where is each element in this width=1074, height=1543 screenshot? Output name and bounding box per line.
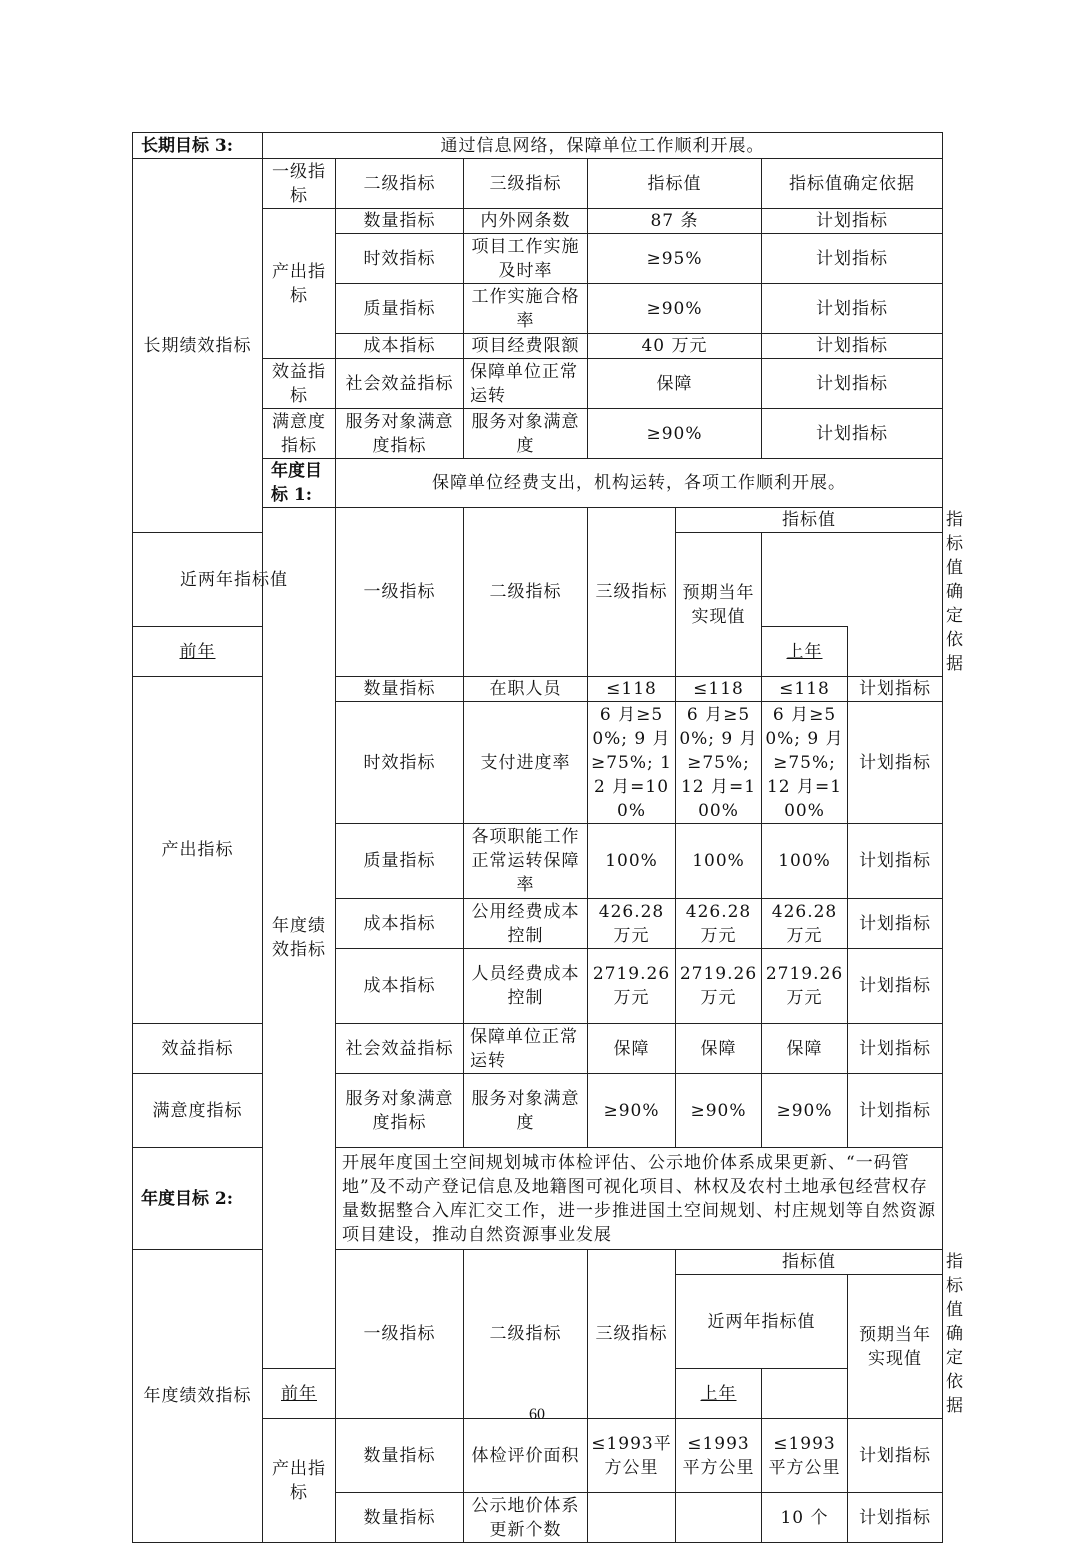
level3-cell: 在职人员 [464,677,588,702]
expected-value-cell: 2719.26 万元 [762,949,848,1024]
header-year-before-last: 前年 [133,627,263,677]
last-value-cell: 保障 [676,1024,762,1074]
header-level2: 二级指标 [464,1250,588,1419]
performance-table: 长期目标 3: 通过信息网络，保障单位工作顺利开展。 长期绩效指标 一级指标 二级指标 三级指标 指标值 指标值确定依据 产出指标 数量指标 内外网条数 87 条 计划指标 时效指标 项目工作实施及时率 ≥95% 计划指标 质量指标 工作实施合格率 ≥90% 计划指标 成本指标 项目经费限额 40 万元 计划指标 效益指标 社会效益指标 保障单位正常运转 保障 计划指标 满意度指标 服务对象满意度指标 服务对象满意度 ≥90% 计划指标 年度目标 1: 保障单位经费支出，机构运转，各项工作顺利开展。 年度绩效指标 一级指标 二级指标 三级指标 指标值 指标值确定依据 近两年指标值 预期当年实现值 前年 上年 产出指标 数量指标 在职人员 ≤118 ≤118 ≤118 计划指标 时效指标 支付进度率 6 月≥50%; 9 月≥75%; 12 月=100% 6 月≥50%; 9 月≥75%; 12 月=100% 6 月≥50%; 9 月≥75%; 12 月=100% 计划指标 质量指标 各项职能工作正常运转保障率 100% 100% 100% 计划指标 成本指标 公用经费成本控制 426.28 万元 426.28 万元 426.28 万元 计划指标 成本指标 人员经费成本控制 2719.26 万元 2719.26 万元 2719.26 万元 计划指标 效益指标 社会效益指标 保障单位正常运转 保障 保障 保障 计划指标 满意度指标 服务对象满意度指标 服务对象满意度 ≥90% ≥90% ≥90% 计划指标 年度目标 2: 开展年度国土空间规划城市体检评估、公示地价体系成果更新、“一码管地”及不动产登记信息及地籍图可视化项目、林权及农村土地承包经营权存量数据整合入库汇交工作，进一步推进国土空间规划、村庄规划等自然资源项目建设，推动自然资源事业发展 年度绩效指标 一级指标 二级指标 三级指标 指标值 指标值确定依据 近两年指标值 预期当年实现值 前年 上年 产出指标 数量指标 体检评价面积 ≤1993平方公里 ≤1993平方公里 ≤1993平方公里 计划指标 数量指标 公示地价体系更新个数 10 个 计划指标 [132,132,943,1543]
header-level1: 一级指标 [263,159,336,209]
category-output: 产出指标 [263,1419,336,1543]
category-satisfaction: 满意度指标 [263,409,336,459]
basis-cell: 计划指标 [848,1074,943,1148]
value-cell: ≥90% [588,284,762,334]
basis-cell: 计划指标 [762,234,943,284]
last-value-cell: 100% [676,824,762,899]
level3-cell: 服务对象满意度 [464,1074,588,1148]
expected-value-cell: 100% [762,824,848,899]
annual-goal-2-text: 开展年度国土空间规划城市体检评估、公示地价体系成果更新、“一码管地”及不动产登记信息及地籍图可视化项目、林权及农村土地承包经营权存量数据整合入库汇交工作，进一步推进国土空间规划、村庄规划等自然资源项目建设，推动自然资源事业发展 [336,1148,943,1250]
level2-cell: 质量指标 [336,824,464,899]
basis-cell: 计划指标 [762,409,943,459]
last-value-cell: 6 月≥50%; 9 月≥75%; 12 月=100% [676,702,762,824]
level3-cell: 项目工作实施及时率 [464,234,588,284]
basis-cell: 计划指标 [848,1419,943,1493]
value-cell: ≥95% [588,234,762,284]
basis-cell: 计划指标 [762,359,943,409]
last-value-cell: 426.28 万元 [676,899,762,949]
prev-value-cell: 6 月≥50%; 9 月≥75%; 12 月=100% [588,702,676,824]
basis-cell: 计划指标 [762,209,943,234]
basis-cell: 计划指标 [848,1024,943,1074]
basis-cell: 计划指标 [848,899,943,949]
prev-value-cell: ≥90% [588,1074,676,1148]
expected-value-cell: 10 个 [762,1493,848,1543]
last-value-cell [676,1493,762,1543]
expected-value-cell: 保障 [762,1024,848,1074]
header-recent-years: 近两年指标值 [676,1275,848,1369]
expected-value-cell: ≥90% [762,1074,848,1148]
level2-cell: 数量指标 [336,677,464,702]
section-label: 年度绩效指标 [263,508,336,1369]
level3-cell: 保障单位正常运转 [464,1024,588,1074]
last-value-cell: ≤1993平方公里 [676,1419,762,1493]
header-level2: 二级指标 [464,508,588,677]
header-level3: 三级指标 [588,1250,676,1419]
level3-cell: 人员经费成本控制 [464,949,588,1024]
level2-cell: 数量指标 [336,1419,464,1493]
prev-value-cell [588,1493,676,1543]
header-recent-years: 近两年指标值 [133,533,336,627]
last-value-cell: ≥90% [676,1074,762,1148]
prev-value-cell: 保障 [588,1024,676,1074]
level2-cell: 服务对象满意度指标 [336,409,464,459]
level3-cell: 公示地价体系更新个数 [464,1493,588,1543]
header-value: 指标值 [676,1250,943,1275]
header-expected: 预期当年实现值 [848,1275,943,1419]
level2-cell: 质量指标 [336,284,464,334]
level2-cell: 社会效益指标 [336,1024,464,1074]
header-value: 指标值 [676,508,943,533]
level3-cell: 支付进度率 [464,702,588,824]
level2-cell: 数量指标 [336,1493,464,1543]
prev-value-cell: 100% [588,824,676,899]
header-basis: 指标值确定依据 [762,159,943,209]
expected-value-cell: ≤118 [762,677,848,702]
prev-value-cell: ≤118 [588,677,676,702]
performance-table-page [132,132,965,1543]
header-level1: 一级指标 [336,508,464,677]
header-level3: 三级指标 [464,159,588,209]
basis-cell: 计划指标 [848,949,943,1024]
value-cell: 87 条 [588,209,762,234]
basis-cell: 计划指标 [848,1493,943,1543]
level2-cell: 时效指标 [336,234,464,284]
level3-cell: 各项职能工作正常运转保障率 [464,824,588,899]
category-output: 产出指标 [133,677,263,1024]
header-level3: 三级指标 [588,508,676,677]
annual-goal-2-label: 年度目标 2: [133,1148,263,1250]
header-last-year: 上年 [676,1369,762,1419]
prev-value-cell: 2719.26 万元 [588,949,676,1024]
value-cell: 保障 [588,359,762,409]
value-cell: ≥90% [588,409,762,459]
level3-cell: 公用经费成本控制 [464,899,588,949]
prev-value-cell: ≤1993平方公里 [588,1419,676,1493]
level3-cell: 项目经费限额 [464,334,588,359]
basis-cell: 计划指标 [762,284,943,334]
level3-cell: 工作实施合格率 [464,284,588,334]
basis-cell: 计划指标 [848,702,943,824]
header-year-before-last: 前年 [263,1369,336,1419]
expected-value-cell: 426.28 万元 [762,899,848,949]
section-label: 年度绩效指标 [133,1250,263,1543]
category-benefit: 效益指标 [263,359,336,409]
expected-value-cell: ≤1993平方公里 [762,1419,848,1493]
value-cell: 40 万元 [588,334,762,359]
category-benefit: 效益指标 [133,1024,263,1074]
basis-cell: 计划指标 [848,824,943,899]
section-label: 长期绩效指标 [133,159,263,533]
category-satisfaction: 满意度指标 [133,1074,263,1148]
header-value: 指标值 [588,159,762,209]
category-output: 产出指标 [263,209,336,359]
level3-cell: 体检评价面积 [464,1419,588,1493]
header-expected: 预期当年实现值 [676,533,762,677]
header-level2: 二级指标 [336,159,464,209]
level2-cell: 成本指标 [336,949,464,1024]
level2-cell: 数量指标 [336,209,464,234]
level2-cell: 成本指标 [336,334,464,359]
annual-goal-1-label: 年度目标 1: [263,459,336,508]
level2-cell: 服务对象满意度指标 [336,1074,464,1148]
level3-cell: 服务对象满意度 [464,409,588,459]
basis-cell: 计划指标 [848,677,943,702]
annual-goal-1-text: 保障单位经费支出，机构运转，各项工作顺利开展。 [336,459,943,508]
prev-value-cell: 426.28 万元 [588,899,676,949]
header-level1: 一级指标 [336,1250,464,1419]
last-value-cell: 2719.26 万元 [676,949,762,1024]
level2-cell: 社会效益指标 [336,359,464,409]
last-value-cell: ≤118 [676,677,762,702]
level3-cell: 内外网条数 [464,209,588,234]
long-term-goal-text: 通过信息网络，保障单位工作顺利开展。 [263,133,943,159]
level3-cell: 保障单位正常运转 [464,359,588,409]
header-last-year: 上年 [762,627,848,677]
expected-value-cell: 6 月≥50%; 9 月≥75%; 12 月=100% [762,702,848,824]
basis-cell: 计划指标 [762,334,943,359]
long-term-goal-label: 长期目标 3: [133,133,263,159]
level2-cell: 成本指标 [336,899,464,949]
page-number: 60 [529,1406,545,1423]
level2-cell: 时效指标 [336,702,464,824]
